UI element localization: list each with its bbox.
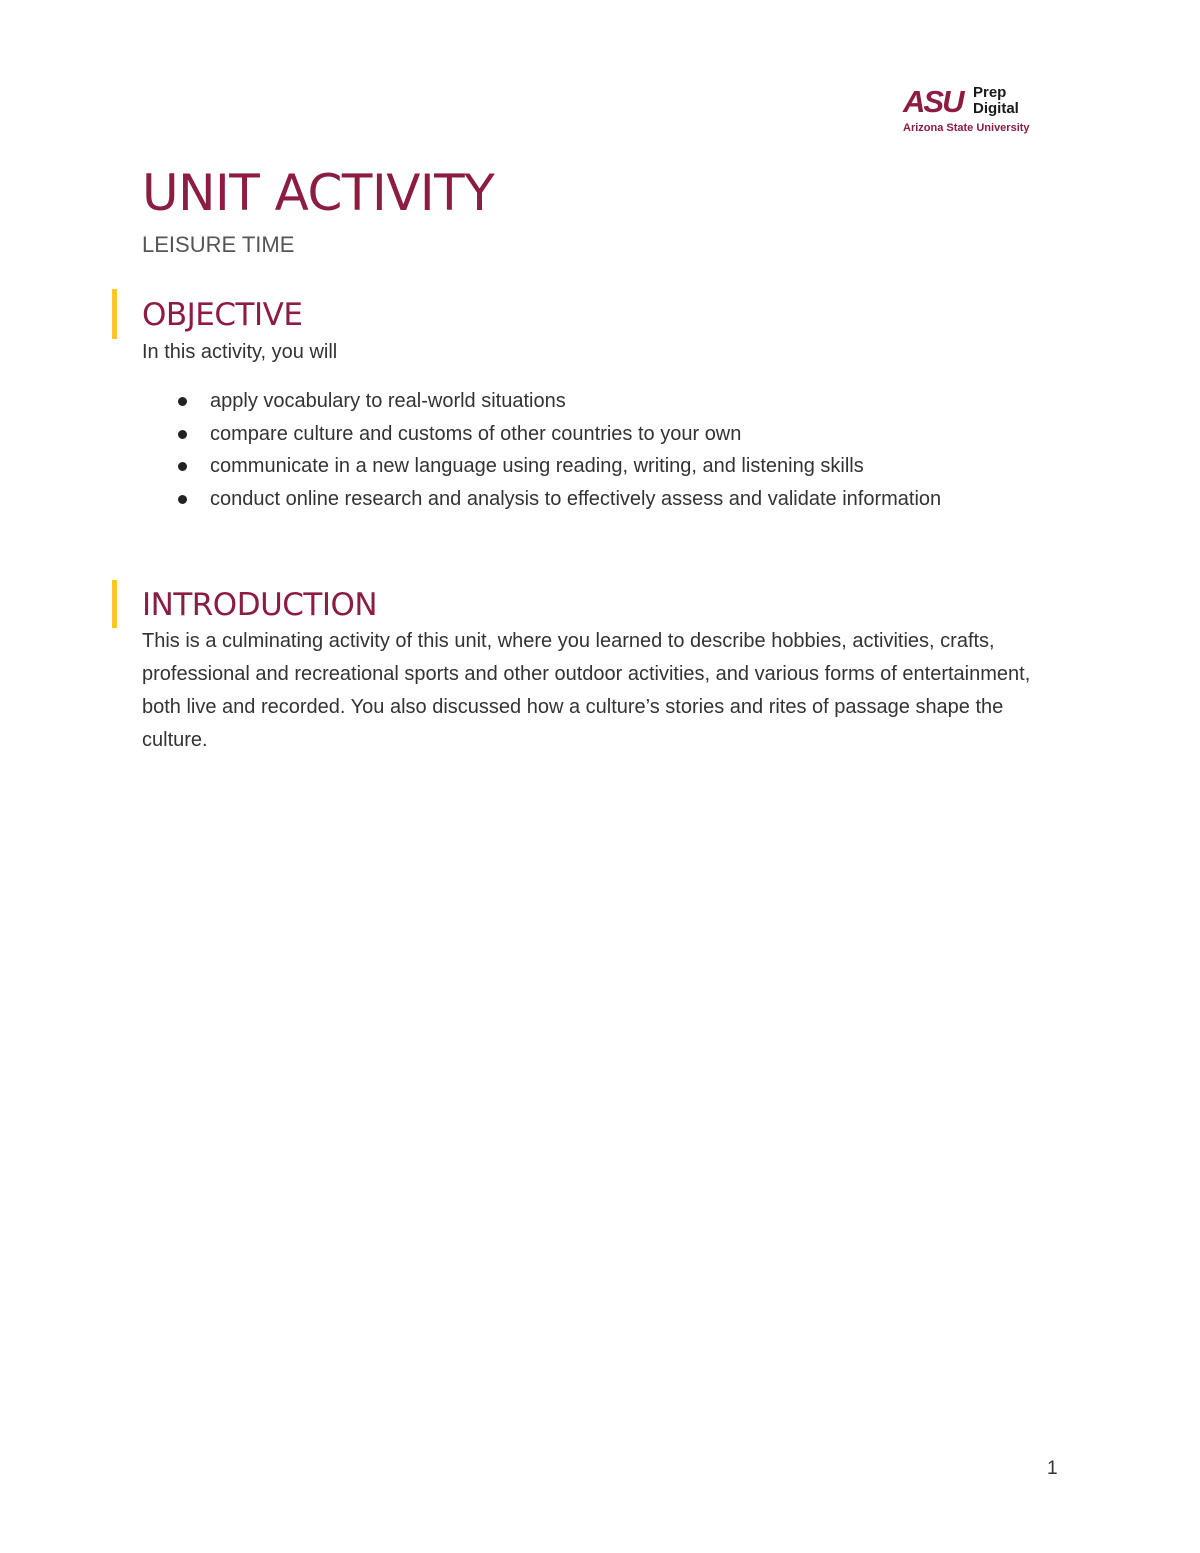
bullet-icon [178,462,187,471]
list-item-text: apply vocabulary to real-world situations [210,390,566,412]
page-number: 1 [1047,1458,1058,1479]
objective-list [178,385,941,515]
list-item-text: conduct online research and analysis to effectively assess and validate information [210,487,942,510]
list-item [178,450,941,483]
bullet-icon [178,495,187,504]
logo-digital-text: Digital [973,100,1019,117]
objective-heading: OBJECTIVE [142,297,303,333]
logo-university-text: Arizona State University [903,122,1030,134]
objective-intro: In this activity, you will [142,341,338,363]
asu-prep-digital-logo [903,85,1045,137]
introduction-accent-bar [112,580,117,628]
logo-prep-text: Prep [973,84,1007,101]
introduction-text: This is a culminating activity of this unit, where you learned to describe hobbies, activities, crafts, professional and recreational sports and other outdoor activities, and various forms of entertainment, both live and recorded. You also discussed how a culture’s stories and rites of passage shape the culture. [142,630,1031,751]
page-title: UNIT ACTIVITY [142,164,495,222]
objective-accent-bar [112,289,117,339]
list-item-text: compare culture and customs of other countries to your own [210,422,742,445]
list-item-text: communicate in a new language using reading, writing, and listening skills [210,455,864,477]
page-subtitle: LEISURE TIME [142,232,295,257]
introduction-heading: INTRODUCTION [142,587,378,623]
list-item [178,418,941,451]
bullet-icon [178,397,187,406]
bullet-icon [178,430,187,439]
list-item [178,483,941,516]
asu-logo-mark: ASU [903,84,963,119]
list-item [178,385,941,418]
